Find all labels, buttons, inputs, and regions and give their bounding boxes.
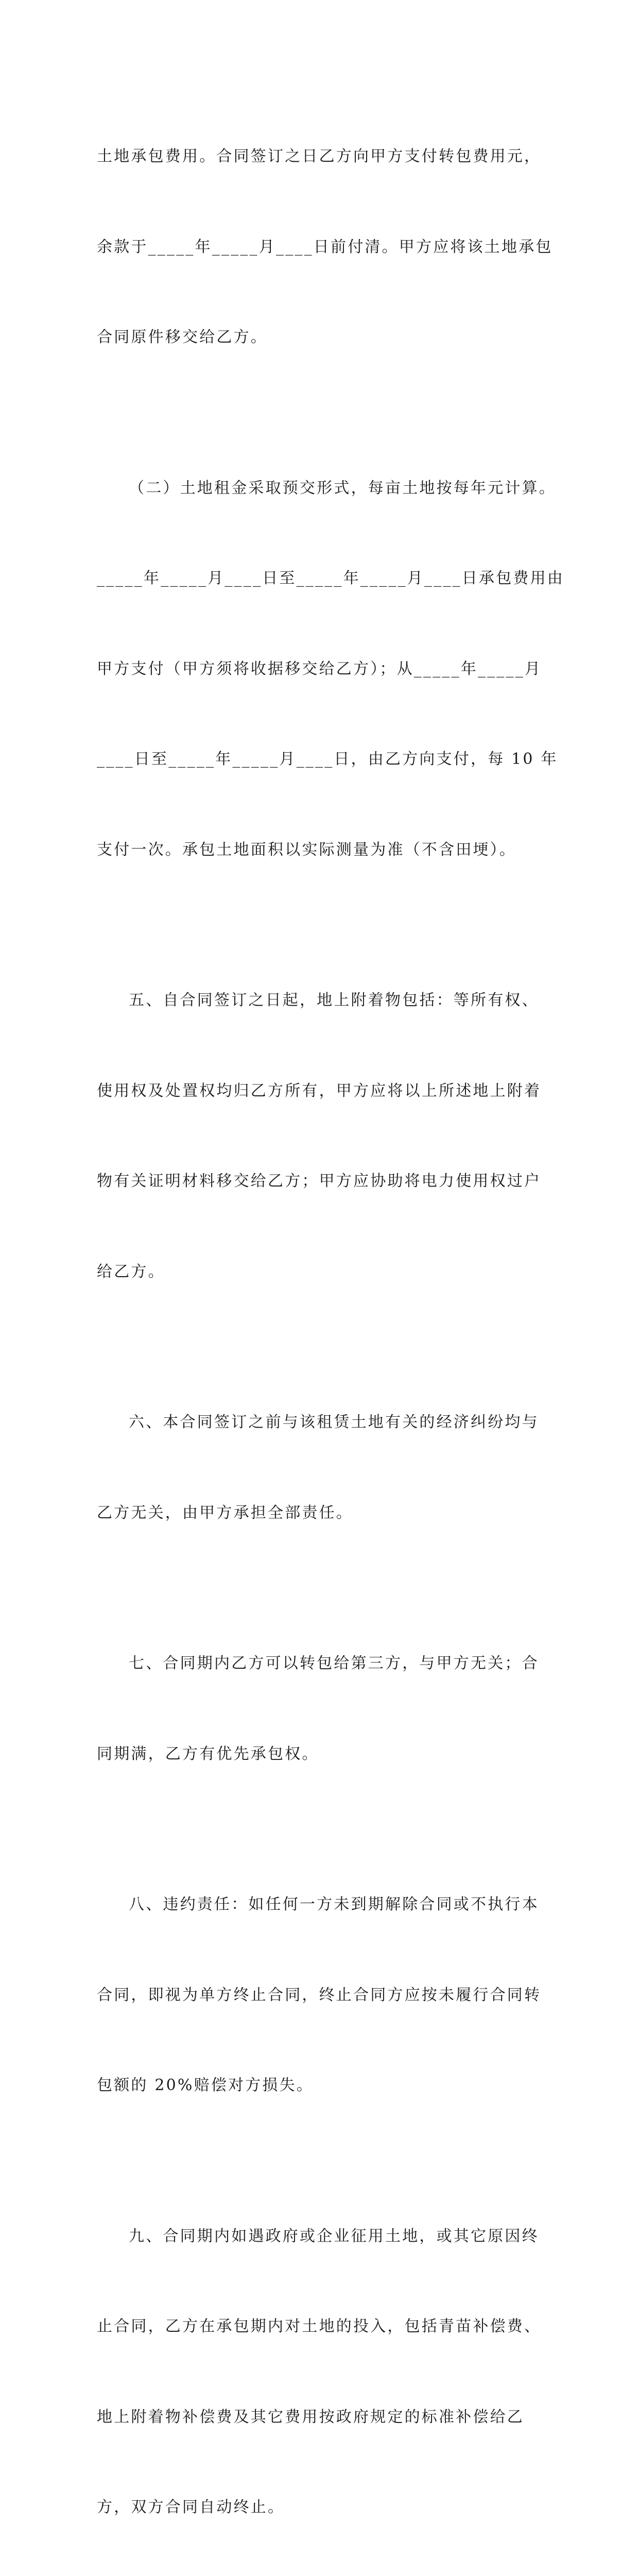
text-line: 余款于_____年_____月____日前付清。甲方应将该土地承包 — [97, 232, 550, 263]
paragraph-clause-eight — [97, 1829, 550, 2161]
text-line: 五、自合同签订之日起，地上附着物包括：等所有权、 — [97, 986, 550, 1016]
text-line: 使用权及处置权均归乙方所有，甲方应将以上所述地上附着 — [97, 1076, 550, 1107]
text-line: 七、合同期内乙方可以转包给第三方，与甲方无关；合 — [97, 1649, 550, 1679]
document-body — [97, 81, 550, 2576]
paragraph-clause-nine — [97, 2161, 550, 2576]
text-line: 同期满，乙方有优先承包权。 — [97, 1739, 550, 1770]
text-line: 土地承包费用。合同签订之日乙方向甲方支付转包费用元， — [97, 142, 550, 172]
text-line: 八、违约责任：如任何一方未到期解除合同或不执行本 — [97, 1890, 550, 1920]
text-line: ____日至_____年_____月____日，由乙方向支付，每 10 年 — [97, 744, 550, 775]
paragraph-land-fee-continuation — [97, 81, 550, 413]
paragraph-clause-five — [97, 925, 550, 1347]
text-line: 合同，即视为单方终止合同，终止合同方应按未履行合同转 — [97, 1980, 550, 2011]
text-line: 甲方支付（甲方须将收据移交给乙方）；从_____年_____月 — [97, 654, 550, 685]
text-line: 支付一次。承包土地面积以实际测量为准（不含田埂）。 — [97, 835, 550, 866]
text-line: 地上附着物补偿费及其它费用按政府规定的标准补偿给乙 — [97, 2402, 550, 2433]
text-line: 合同原件移交给乙方。 — [97, 323, 550, 353]
text-line: （二）土地租金采取预交形式，每亩土地按每年元计算。 — [97, 473, 550, 504]
text-line: 止合同，乙方在承包期内对土地的投入，包括青苗补偿费、 — [97, 2312, 550, 2342]
paragraph-rent-prepayment — [97, 413, 550, 926]
text-line: _____年_____月____日至_____年_____月____日承包费用由 — [97, 564, 550, 594]
text-line: 乙方无关，由甲方承担全部责任。 — [97, 1498, 550, 1529]
text-line: 方，双方合同自动终止。 — [97, 2493, 550, 2523]
text-line: 九、合同期内如遇政府或企业征用土地，或其它原因终 — [97, 2222, 550, 2252]
text-line: 物有关证明材料移交给乙方；甲方应协助将电力使用权过户 — [97, 1166, 550, 1197]
text-line: 给乙方。 — [97, 1257, 550, 1287]
paragraph-clause-seven — [97, 1588, 550, 1829]
paragraph-clause-six — [97, 1347, 550, 1588]
text-line: 六、本合同签订之前与该租赁土地有关的经济纠纷均与 — [97, 1408, 550, 1438]
text-line: 包额的 20%赔偿对方损失。 — [97, 2071, 550, 2101]
